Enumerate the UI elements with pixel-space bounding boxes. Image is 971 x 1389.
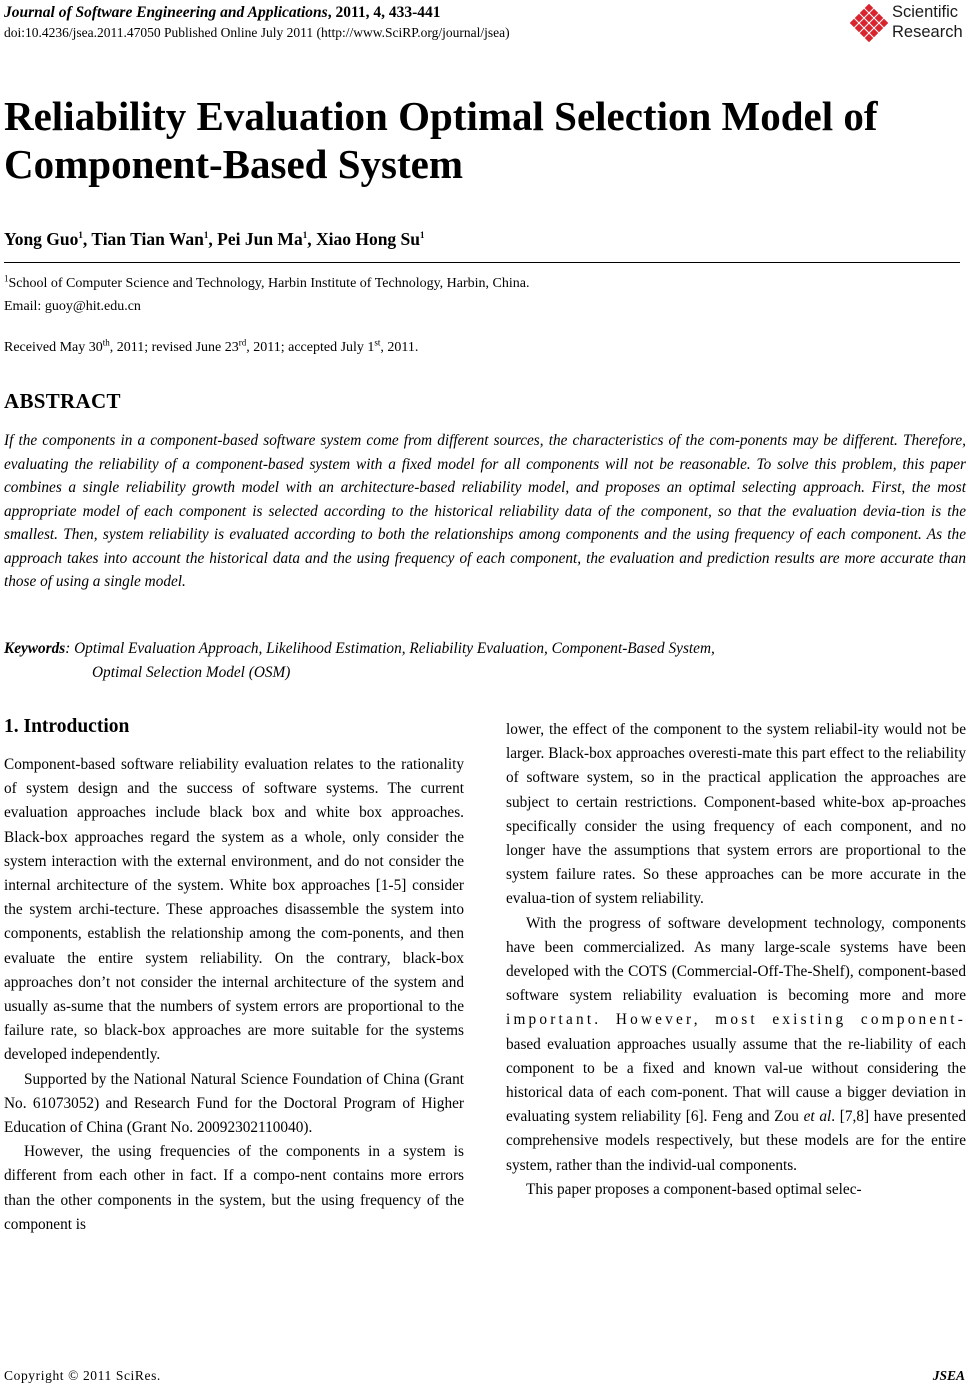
left-column [4,753,464,1237]
author-email: Email: guoy@hit.edu.cn [4,299,141,314]
copyright-notice: Copyright © 2011 SciRes. [4,1368,161,1383]
journal-volume-pages: , 2011, 4, 433-441 [327,4,441,21]
paragraph: However, the using frequencies of the components in a system is different from each other in fact. If a compo-nent contains more errors than the other components in the system, but the using frequency of the component is [4,1143,464,1233]
title-divider [4,262,960,263]
keywords-line-2: Optimal Selection Model (OSM) [92,663,291,681]
author: Pei Jun Ma$^1$, [217,229,316,249]
paragraph: Component-based software reliability evaluation relates to the rationality of system design and the success of software systems. The current evaluation approaches include black box and white box approaches. Black-box approaches regard the system as a whole, only consider the system interaction with the external environment, and do not consider the internal architecture of the system. White box approaches [1-5] consider the system archi-tecture. These approaches disassemble the system into components, establish the relationship among the com-ponents, and then evaluate the entire system reliability. On the contrary, black-box approaches don’t not consider the internal architecture of the system and usually as-sume that the numbers of system errors are proportional to the failure rate, so black-box approaches are more suitable for the systems developed independently. [4,756,464,1064]
author: Yong Guo$^1$, [4,229,92,249]
paper-title [4,92,964,188]
publisher-logo-text [892,2,963,42]
abstract-heading: ABSTRACT [4,389,121,413]
journal-citation [4,4,441,22]
paragraph: This paper proposes a component-based optimal selec- [526,1180,862,1198]
keywords [4,637,966,684]
logo-line-2: Research [892,23,963,41]
author: Tian Tian Wan$^1$, [91,229,218,249]
section-heading-introduction: 1. Introduction [4,716,130,737]
doi-line: doi:10.4236/jsea.2011.47050 Published Online July 2011 (http://www.SciRP.org/journal/jsea) [4,25,510,40]
author: Xiao Hong Su$^1$ [315,229,425,249]
paragraph: lower, the effect of the component to the system reliabil-ity would not be larger. Black-box approaches overesti-mate this part effect to the reliability of software system, so in the practical application the approaches are subject to certain restrictions. Component-based white-box ap-proaches specifically consider the using frequency of each component, and no longer have the assumptions that system errors are proportional to the system failure rates. So these approaches can be more accurate in the evalua-tion of system reliability. [506,721,966,908]
abstract-text: If the components in a component-based software system come from different sources, the characteristics of the com-ponents may be different. Therefore, evaluating the reliability of a component-based system with a fixed model for all components will not be reasonable. To solve this problem, this paper combines a single reliability growth model with an architecture-based reliability model, and proposes an optimal selecting approach. First, the most appropriate model of each component is selected according to the historical reliability data of the component, so that the evaluation devia-tion is the smallest. Then, system reliability is evaluated according to both the relationships among components and the using frequency of each component. As the approach takes into account the historical data and the using frequency of each component, the evaluation and prediction results are more accurate than those of using a single model. [4,432,966,590]
funding-note: Supported by the National Natural Science Foundation of China (Grant No. 61073052) and Research Fund for the Doctoral Program of Higher Education of China (Grant No. 20092302110040). [4,1070,464,1137]
affiliation: $^1$School of Computer Science and Technology, Harbin Institute of Technology, Harbin, China. [4,273,530,291]
title-line-1: Reliability Evaluation Optimal Selection Model of [4,93,878,139]
paragraph: With the progress of software development technology, components have been commercialized. As many large-scale systems have been developed with the COTS (Commercial-Off-The-Shelf), component-based software system reliability evaluation is becoming more and more important. However, most existing component- based evaluation approaches usually assume that the re-liability of each component to be a fixed and known val-ue without considering the historical data of each com-ponent. That will cause a bigger deviation in evaluating system reliability [6]. Feng and Zou et al. [7,8] have presented comprehensive models respectively, but these models are for the entire system, rather than the individ-ual components. [506,914,967,1174]
journal-abbreviation: JSEA [932,1368,965,1383]
keywords-label: Keywords [4,640,66,657]
keywords-line-1: : Optimal Evaluation Approach, Likelihood Estimation, Reliability Evaluation, Component-Based System, [65,640,715,657]
right-column [506,718,966,1202]
logo-line-1: Scientific [892,3,959,21]
publisher-logo [850,2,970,44]
journal-name: Journal of Software Engineering and Applications [4,4,328,21]
received-dates: Received May 30th, 2011; revised June 23rd, 2011; accepted July 1st, 2011. [4,337,419,355]
title-line-2: Component-Based System [4,141,463,187]
author-list [4,229,425,250]
scirp-diamond-icon [850,4,888,42]
